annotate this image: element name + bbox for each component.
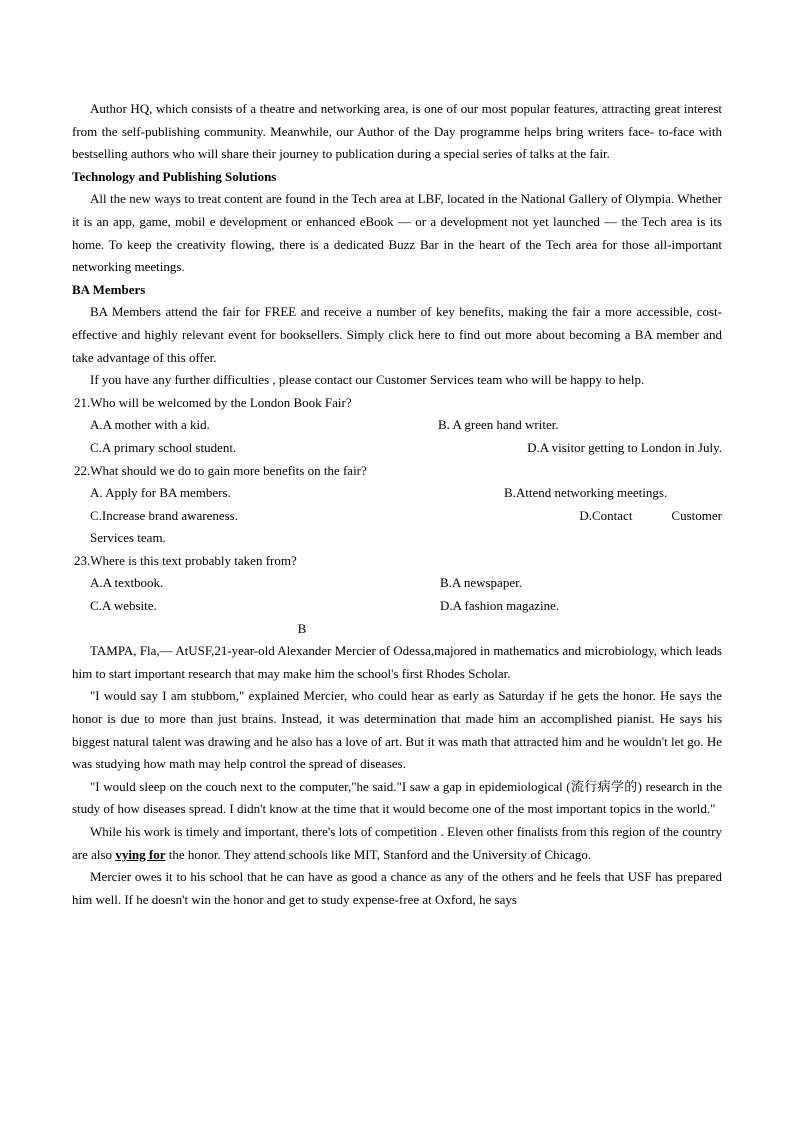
- question-22-options-row-2: [72, 505, 722, 528]
- heading-ba-members: BA Members: [72, 281, 146, 297]
- document-page: [72, 98, 722, 911]
- question-23-option-b: B.A newspaper.: [440, 575, 522, 591]
- paragraph-b-1: TAMPA, Fla,— AtUSF,21-year-old Alexander Mercier of Odessa,majored in mathematics and microbiology, which leads him to start important research that may make him the school's first Rhodes Scholar.: [72, 643, 722, 681]
- paragraph-b-3: "I would sleep on the couch next to the computer,"he said."I saw a gap in epidemiological (流行病学的) research in the study of how diseases spread. I didn't know at the time that it would become one of the most important topics in the world.": [72, 778, 722, 817]
- question-23-options-row-1: [72, 572, 722, 595]
- question-22-options-row-1: [72, 482, 722, 505]
- paragraph-contact: If you have any further difficulties , please contact our Customer Services team who will be happy to help.: [90, 372, 645, 388]
- paragraph-b-5: Mercier owes it to his school that he can have as good a chance as any of the others and he feels that USF has prepared him well. If he doesn't win the honor and get to study expense-free at Oxford, he says: [72, 869, 722, 907]
- question-21-option-c: C.A primary school student.: [90, 439, 237, 455]
- question-22-option-a: A. Apply for BA members.: [90, 485, 231, 501]
- paragraph-b-2: "I would say I am stubbom," explained Mercier, who could hear as early as Saturday if he gets the honor. He says the honor is due to more than just brains. Instead, it was determination that made him an accomplished pianist. He says his biggest natural talent was drawing and he also has a love of art. But it was math that attracted him and he wouldn't let go. He was studying how math may help control the spread of diseases.: [72, 688, 722, 772]
- question-21-options-row-1: [72, 414, 722, 437]
- question-21-option-a: A.A mother with a kid.: [90, 417, 210, 433]
- question-22-option-c: C.Increase brand awareness.: [90, 507, 238, 523]
- question-21-stem: 21.Who will be welcomed by the London Book Fair?: [74, 394, 352, 410]
- question-21-options-row-2: [72, 437, 722, 460]
- question-22-options-row-3: [72, 527, 722, 550]
- paragraph-author-hq: Author HQ, which consists of a theatre and networking area, is one of our most popular features, attracting great interest from the self-publishing community. Meanwhile, our Author of the Day programme helps bring writers face- to-face with bestselling authors who will share their journey to publication during a special series of talks at the fair.: [72, 101, 722, 162]
- section-b-label: B: [297, 620, 307, 636]
- question-21-option-d: D.A visitor getting to London in July.: [527, 439, 722, 455]
- question-23-options-row-2: [72, 595, 722, 618]
- paragraph-ba-members: BA Members attend the fair for FREE and receive a number of key benefits, making the fair a more accessible, cost-effective and highly relevant event for booksellers. Simply click here to find out more about becoming a BA member and take advantage of this offer.: [72, 304, 722, 365]
- question-23-stem: 23.Where is this text probably taken from?: [74, 552, 297, 568]
- paragraph-b-4-before: While his work is timely and important, there's lots of competition . Eleven other finalists from this region of the country are also: [72, 824, 722, 862]
- paragraph-tech: All the new ways to treat content are found in the Tech area at LBF, located in the National Gallery of Olympia. Whether it is an app, game, mobil e development or enhanced eBook — or a development not yet launched — the Tech area is its home. To keep the creativity flowing, there is a dedicated Buzz Bar in the heart of the Tech area for those all-important networking meetings.: [72, 191, 722, 275]
- question-23-option-d: D.A fashion magazine.: [440, 598, 560, 614]
- heading-technology: Technology and Publishing Solutions: [72, 168, 277, 184]
- underlined-phrase-vying-for: vying for: [115, 846, 166, 862]
- question-23-option-c: C.A website.: [90, 598, 157, 614]
- question-22-option-d: D.Contact Customer: [579, 507, 722, 523]
- question-21-option-b: B. A green hand writer.: [438, 417, 559, 433]
- question-22-option-b: B.Attend networking meetings.: [504, 485, 668, 501]
- paragraph-b-4: [72, 821, 722, 866]
- question-23-option-a: A.A textbook.: [90, 575, 164, 591]
- paragraph-b-4-after: the honor. They attend schools like MIT, Stanford and the University of Chicago.: [165, 846, 592, 862]
- question-22-option-d-continued: Services team.: [90, 530, 166, 546]
- question-22-stem: 22.What should we do to gain more benefits on the fair?: [74, 462, 367, 478]
